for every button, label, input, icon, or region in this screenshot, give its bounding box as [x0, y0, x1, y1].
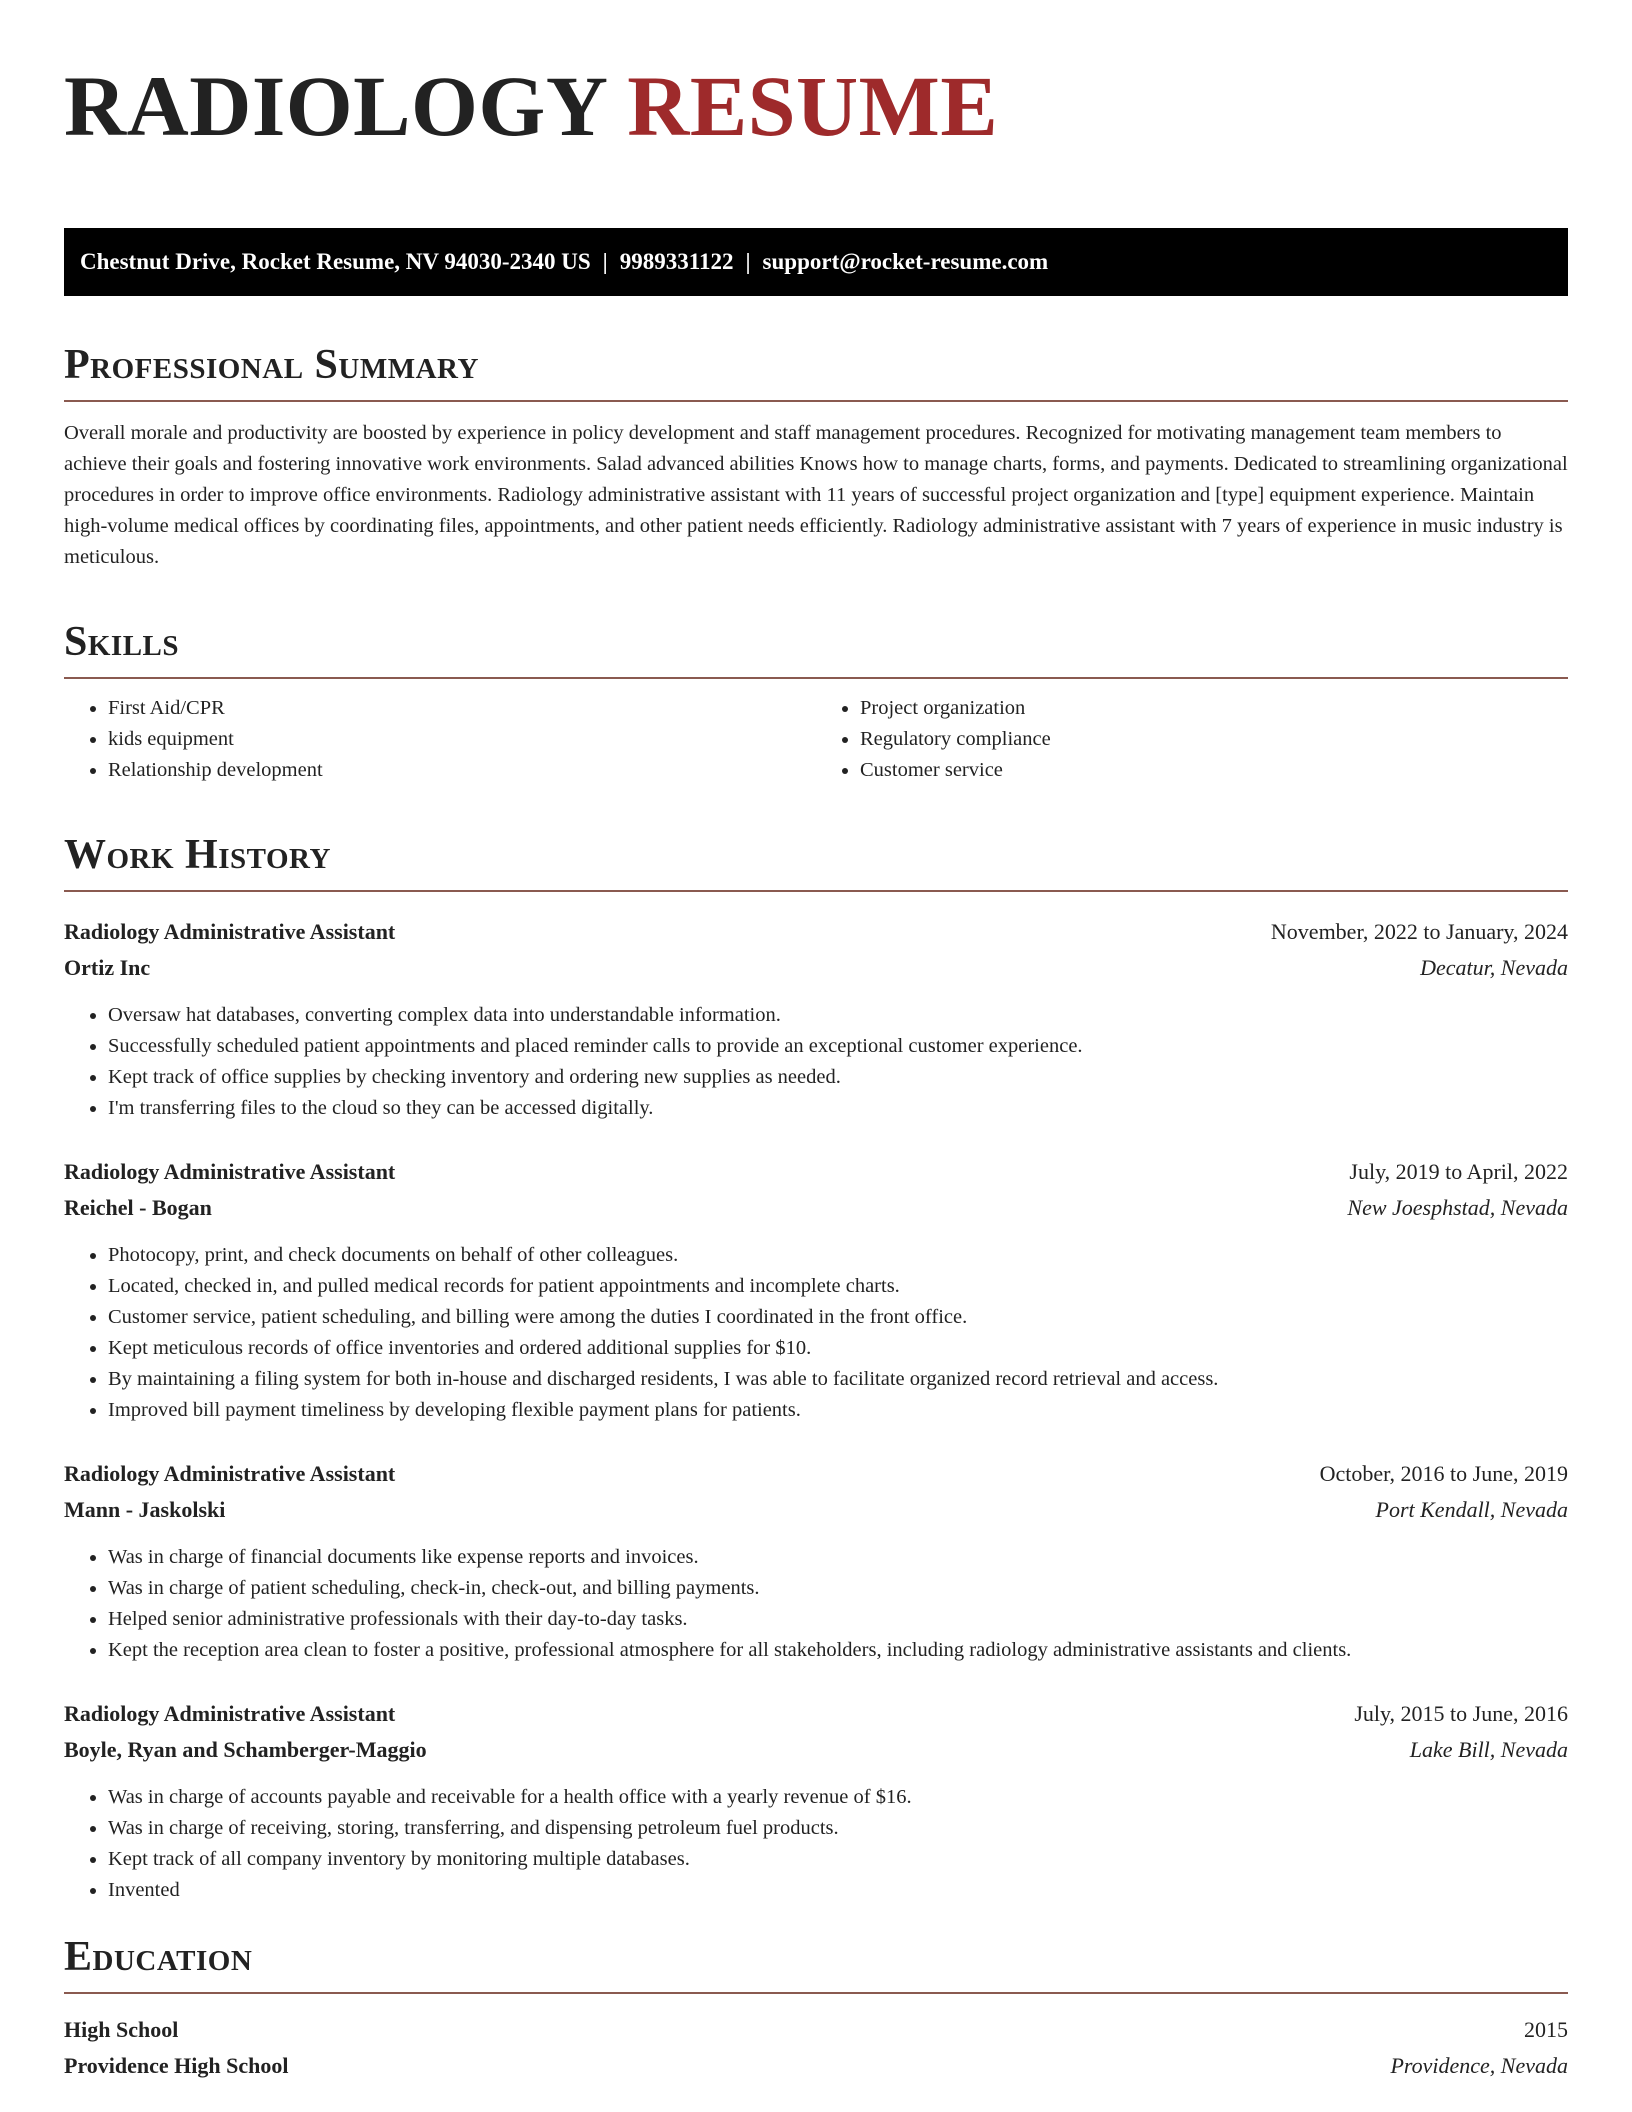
contact-separator: | — [745, 249, 751, 274]
section-divider — [64, 677, 1568, 679]
job-entry — [64, 914, 1568, 1124]
job-location: Port Kendall, Nevada — [1375, 1497, 1568, 1522]
contact-address: Chestnut Drive, Rocket Resume, NV 94030-2340 US — [80, 249, 591, 274]
duty-item: • I'm transferring files to the cloud so they can be accessed digitally. — [108, 1093, 1568, 1124]
duty-item: • Was in charge of financial documents like expense reports and invoices. — [108, 1542, 1568, 1573]
job-duties — [64, 1000, 1568, 1124]
duty-item: • Was in charge of receiving, storing, transferring, and dispensing petroleum fuel products. — [108, 1813, 1568, 1844]
section-divider — [64, 400, 1568, 402]
contact-phone: 9989331122 — [619, 249, 734, 274]
job-entry — [64, 1154, 1568, 1426]
summary-heading: Professional Summary — [64, 342, 479, 388]
job-dates: November, 2022 to January, 2024 — [1270, 919, 1568, 944]
education-entry — [64, 2012, 1568, 2084]
job-header-row — [64, 914, 1568, 950]
duty-item: • Was in charge of accounts payable and receivable for a health office with a yearly revenue of $16. — [108, 1782, 1568, 1813]
summary-text: Overall morale and productivity are boosted by experience in policy development and staff management procedures. Recognized for motivating management team members to achieve their goals and fostering innovative work environments. Salad advanced abilities Knows how to manage charts, forms, and payments. Dedicated to streamlining organizational procedures in order to improve office environments. Radiology administrative assistant with 11 years of successful project organization and [type] equipment experience. Maintain high-volume medical offices by coordinating files, appointments, and other patient needs efficiently. Radiology administrative assistant with 7 years of experience in music industry is meticulous. — [64, 422, 1568, 568]
skills-list — [64, 693, 1568, 786]
skill-item: • Project organization — [860, 693, 1568, 724]
duty-item: • Improved bill payment timeliness by developing flexible payment plans for patients. — [108, 1395, 1568, 1426]
duty-item: • Located, checked in, and pulled medical records for patient appointments and incomplete charts. — [108, 1271, 1568, 1302]
job-company-row — [64, 1732, 1568, 1768]
duty-item: • Oversaw hat databases, converting complex data into understandable information. — [108, 1000, 1568, 1031]
job-header-row — [64, 1696, 1568, 1732]
job-duties — [64, 1782, 1568, 1906]
job-location: Decatur, Nevada — [1420, 955, 1568, 980]
contact-bar — [64, 228, 1568, 296]
skills-column-left — [64, 693, 816, 786]
education-year: 2015 — [1524, 2017, 1568, 2042]
job-duties — [64, 1240, 1568, 1426]
skill-item: • Relationship development — [108, 755, 816, 786]
job-company: Ortiz Inc — [64, 955, 151, 980]
skill-item: • Regulatory compliance — [860, 724, 1568, 755]
duty-item: • Invented — [108, 1875, 1568, 1906]
job-title: Radiology Administrative Assistant — [64, 919, 396, 944]
skills-heading: Skills — [64, 619, 180, 665]
job-dates: July, 2015 to June, 2016 — [1354, 1701, 1568, 1726]
contact-separator: | — [602, 249, 608, 274]
job-header-row — [64, 1456, 1568, 1492]
job-company-row — [64, 1492, 1568, 1528]
job-company-row — [64, 950, 1568, 986]
job-company: Mann - Jaskolski — [64, 1497, 226, 1522]
work-heading: Work History — [64, 832, 331, 878]
duty-item: • Helped senior administrative professionals with their day-to-day tasks. — [108, 1604, 1568, 1635]
resume-title — [64, 56, 1568, 156]
job-header-row — [64, 1154, 1568, 1190]
job-duties — [64, 1542, 1568, 1666]
job-location: New Joesphstad, Nevada — [1347, 1195, 1568, 1220]
job-title: Radiology Administrative Assistant — [64, 1701, 396, 1726]
job-location: Lake Bill, Nevada — [1409, 1737, 1568, 1762]
duty-item: • Kept meticulous records of office inventories and ordered additional supplies for $10. — [108, 1333, 1568, 1364]
section-divider — [64, 890, 1568, 892]
title-main: RADIOLOGY — [64, 58, 606, 154]
education-location: Providence, Nevada — [1390, 2053, 1568, 2078]
education-header-row — [64, 2012, 1568, 2048]
skill-item: • First Aid/CPR — [108, 693, 816, 724]
job-company: Boyle, Ryan and Schamberger-Maggio — [64, 1737, 427, 1762]
job-entry — [64, 1696, 1568, 1906]
job-entry — [64, 1456, 1568, 1666]
job-company-row — [64, 1190, 1568, 1226]
job-title: Radiology Administrative Assistant — [64, 1461, 396, 1486]
education-heading: Education — [64, 1934, 253, 1980]
job-company: Reichel - Bogan — [64, 1195, 212, 1220]
duty-item: • Kept the reception area clean to foster a positive, professional atmosphere for all stakeholders, including radiology administrative assistants and clients. — [108, 1635, 1568, 1666]
duty-item: • Kept track of all company inventory by monitoring multiple databases. — [108, 1844, 1568, 1875]
work-list — [64, 914, 1568, 1906]
job-title: Radiology Administrative Assistant — [64, 1159, 396, 1184]
title-accent: RESUME — [627, 58, 999, 154]
duty-item: • By maintaining a filing system for both in-house and discharged residents, I was able to facilitate organized record retrieval and access. — [108, 1364, 1568, 1395]
education-degree: High School — [64, 2017, 179, 2042]
section-divider — [64, 1992, 1568, 1994]
skills-column-right — [816, 693, 1568, 786]
duty-item: • Kept track of office supplies by checking inventory and ordering new supplies as needed. — [108, 1062, 1568, 1093]
job-dates: October, 2016 to June, 2019 — [1319, 1461, 1568, 1486]
skill-item: • kids equipment — [108, 724, 816, 755]
duty-item: • Photocopy, print, and check documents on behalf of other colleagues. — [108, 1240, 1568, 1271]
duty-item: • Successfully scheduled patient appointments and placed reminder calls to provide an exceptional customer experience. — [108, 1031, 1568, 1062]
job-dates: July, 2019 to April, 2022 — [1349, 1159, 1568, 1184]
education-school: Providence High School — [64, 2053, 289, 2078]
duty-item: • Was in charge of patient scheduling, check-in, check-out, and billing payments. — [108, 1573, 1568, 1604]
duty-item: • Customer service, patient scheduling, and billing were among the duties I coordinated in the front office. — [108, 1302, 1568, 1333]
skill-item: • Customer service — [860, 755, 1568, 786]
education-school-row — [64, 2048, 1568, 2084]
contact-email: support@rocket-resume.com — [762, 249, 1049, 274]
